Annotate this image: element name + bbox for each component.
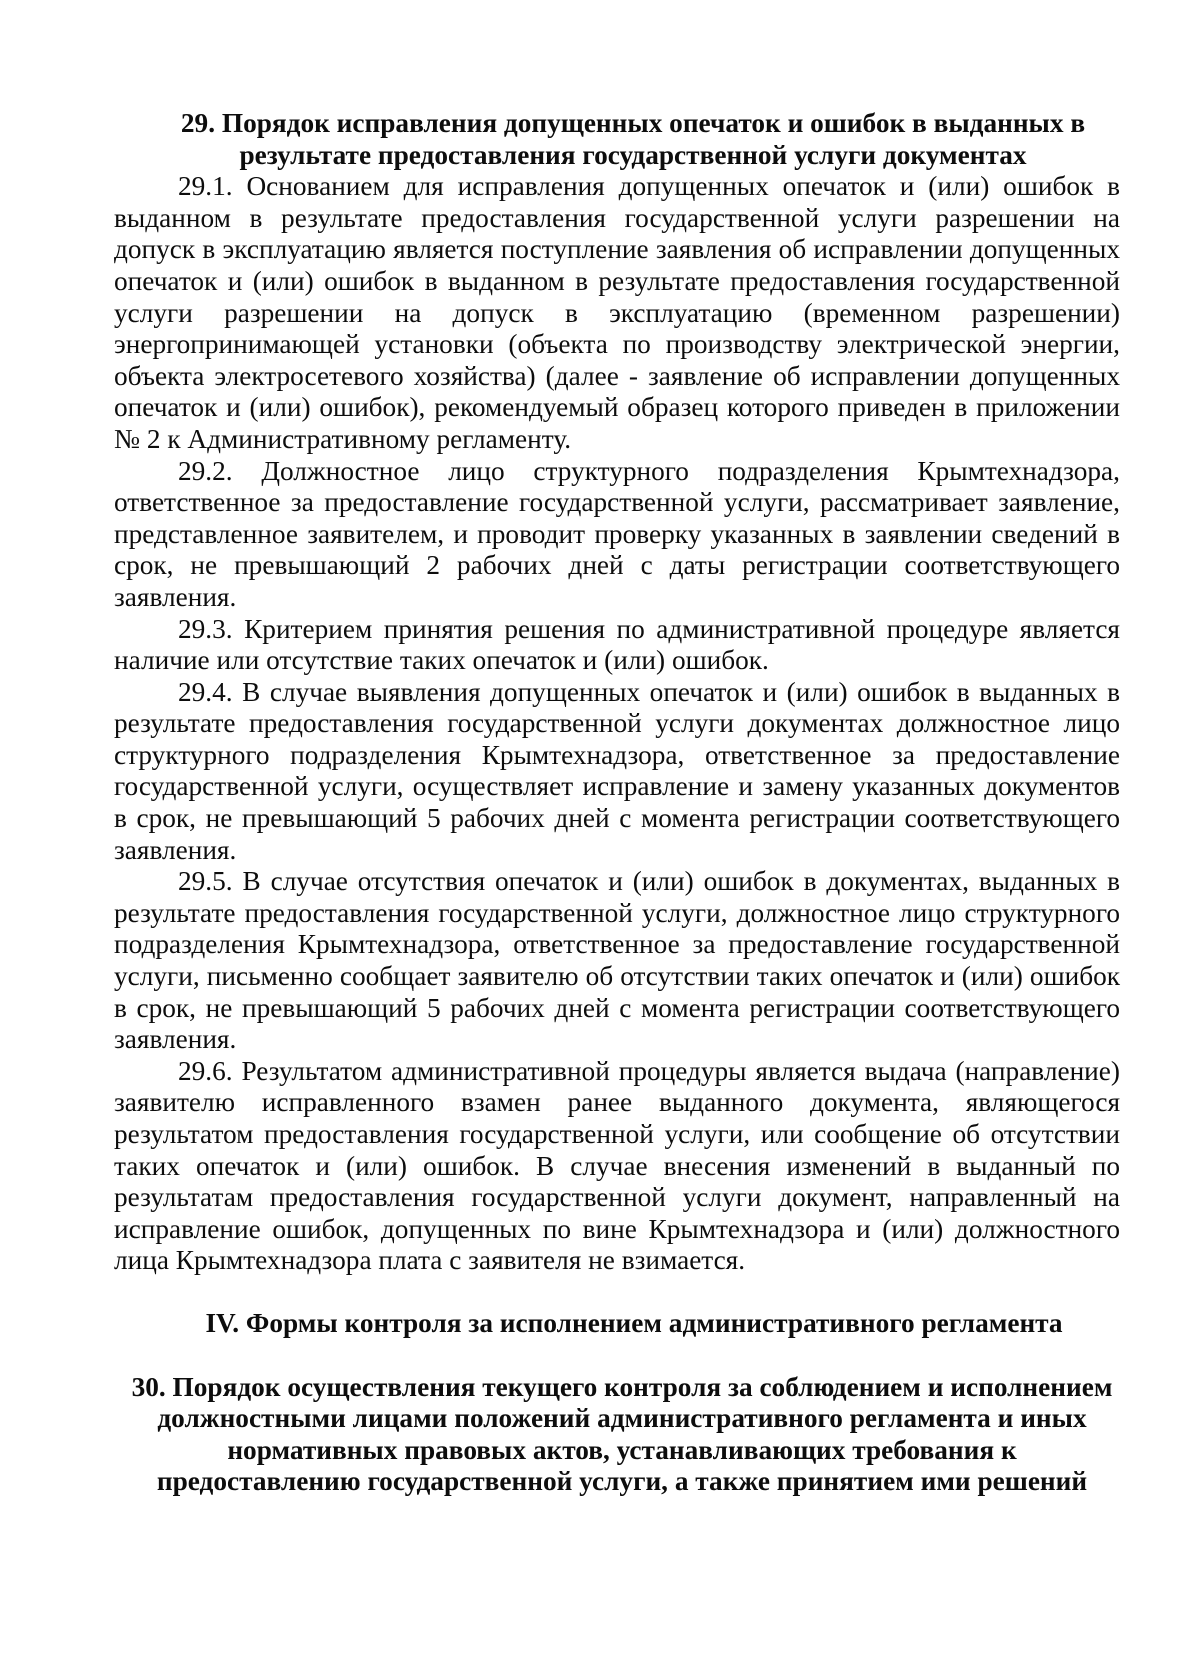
paragraph-29-5: 29.5. В случае отсутствия опечаток и (или) ошибок в документах, выданных в результате предоставления государственной услуги, должностное лицо структурного подразделения Крымтехнадзора, ответственное за предоставление государственной услуги, письменно сообщает заявителю об отсутствии таких опечаток и (или) ошибок в срок, не превышающий 5 рабочих дней с момента регистрации соответствующего заявления. xyxy=(114,866,1120,1055)
paragraph-29-2: 29.2. Должностное лицо структурного подразделения Крымтехнадзора, ответственное за предоставление государственной услуги, рассматривает заявление, представленное заявителем, и проводит проверку указанных в заявлении сведений в срок, не превышающий 2 рабочих дней с даты регистрации соответствующего заявления. xyxy=(114,455,1120,612)
paragraph-29-3: 29.3. Критерием принятия решения по административной процедуре является наличие или отсутствие таких опечаток и (или) ошибок. xyxy=(114,613,1120,676)
paragraph-29-6: 29.6. Результатом административной процедуры является выдача (направление) заявителю исправленного взамен ранее выданного документа, являющегося результатом предоставления государственной услуги, или сообщение об отсутствии таких опечаток и (или) ошибок. В случае внесения изменений в выданный по результатам предоставления государственной услуги документ, направленный на исправление ошибок, допущенных по вине Крымтехнадзора и (или) должностного лица Крымтехнадзора плата с заявителя не взимается. xyxy=(114,1055,1120,1276)
section-iv-heading: IV. Формы контроля за исполнением административного регламента xyxy=(205,1307,1063,1338)
paragraph-29-4: 29.4. В случае выявления допущенных опечаток и (или) ошибок в выданных в результате предоставления государственной услуги документах должностное лицо структурного подразделения Крымтехнадзора, ответственное за предоставление государственной услуги, осуществляет исправление и замену указанных документов в срок, не превышающий 5 рабочих дней с момента регистрации соответствующего заявления. xyxy=(114,676,1120,865)
document-page xyxy=(114,108,1120,1498)
section-29-heading: 29. Порядок исправления допущенных опечаток и ошибок в выданных в результате предоставления государственной услуги документах xyxy=(180,108,1086,170)
section-30-heading: 30. Порядок осуществления текущего контроля за соблюдением и исполнением должностными лицами положений административного регламента и иных нормативных правовых актов, устанавливающих требования к предоставлению государственной услуги, а также принятием ими решений xyxy=(131,1371,1113,1497)
paragraph-29-1: 29.1. Основанием для исправления допущенных опечаток и (или) ошибок в выданном в результате предоставления государственной услуги разрешении на допуск в эксплуатацию является поступление заявления об исправлении допущенных опечаток и (или) ошибок в выданном в результате предоставления государственной услуги разрешении на допуск в эксплуатацию (временном разрешении) энергопринимающей установки (объекта по производству электрической энергии, объекта электросетевого хозяйства) (далее - заявление об исправлении допущенных опечаток и (или) ошибок), рекомендуемый образец которого приведен в приложении № 2 к Административному регламенту. xyxy=(114,171,1120,454)
